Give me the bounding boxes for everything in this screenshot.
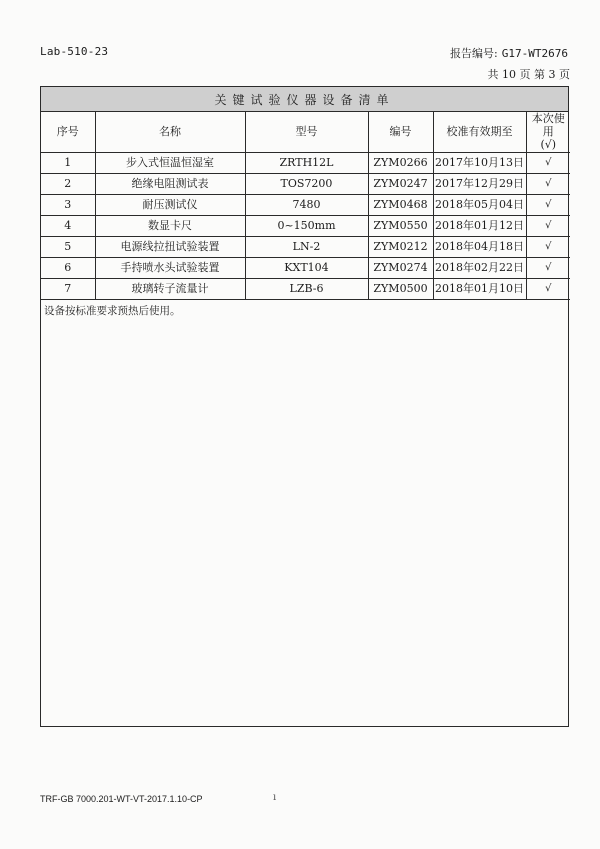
cell-calibration-due: 2018年04月18日: [433, 236, 526, 257]
equipment-list-frame: [40, 86, 569, 727]
cell-no: 2: [41, 173, 95, 194]
table-row: [41, 152, 570, 173]
cell-id: ZYM0468: [368, 194, 433, 215]
cell-calibration-due: 2018年01月10日: [433, 278, 526, 299]
cell-used-check: √: [526, 257, 570, 278]
table-title: 关键试验仪器设备清单: [41, 87, 568, 112]
cell-id: ZYM0212: [368, 236, 433, 257]
cell-used-check: √: [526, 215, 570, 236]
cell-id: ZYM0274: [368, 257, 433, 278]
footer-mark: ı: [273, 792, 277, 803]
cell-id: ZYM0500: [368, 278, 433, 299]
col-header-name: 名称: [95, 112, 245, 152]
table-note: 设备按标准要求预热后使用。: [44, 304, 181, 317]
cell-id: ZYM0266: [368, 152, 433, 173]
cell-name: 步入式恒温恒湿室: [95, 152, 245, 173]
cell-no: 3: [41, 194, 95, 215]
cell-calibration-due: 2017年10月13日: [433, 152, 526, 173]
page-count: 共 10 页 第 3 页: [487, 68, 570, 81]
cell-model: TOS7200: [245, 173, 368, 194]
cell-no: 4: [41, 215, 95, 236]
cell-name: 绝缘电阻测试表: [95, 173, 245, 194]
cell-id: ZYM0550: [368, 215, 433, 236]
cell-name: 玻璃转子流量计: [95, 278, 245, 299]
col-header-calibration-due: 校准有效期至: [433, 112, 526, 152]
col-header-used: [526, 112, 570, 152]
cell-name: 手持喷水头试验装置: [95, 257, 245, 278]
cell-model: LZB-6: [245, 278, 368, 299]
cell-used-check: √: [526, 152, 570, 173]
col-header-model: 型号: [245, 112, 368, 152]
cell-model: 7480: [245, 194, 368, 215]
table-row: [41, 173, 570, 194]
report-number-line: [450, 45, 568, 61]
report-number: G17-WT2676: [501, 47, 568, 60]
cell-no: 5: [41, 236, 95, 257]
col-header-used-mark: (√): [540, 138, 557, 152]
col-header-used-label: 本次使用: [531, 112, 565, 139]
equipment-table: [41, 112, 570, 300]
cell-calibration-due: 2018年02月22日: [433, 257, 526, 278]
cell-model: LN-2: [245, 236, 368, 257]
table-header-row: [41, 112, 570, 152]
lab-code: Lab-510-23: [40, 45, 109, 58]
table-row: [41, 278, 570, 299]
form-code: TRF-GB 7000.201-WT-VT-2017.1.10-CP: [40, 794, 203, 804]
cell-model: KXT104: [245, 257, 368, 278]
cell-name: 数显卡尺: [95, 215, 245, 236]
cell-calibration-due: 2018年01月12日: [433, 215, 526, 236]
cell-no: 6: [41, 257, 95, 278]
cell-name: 电源线拉扭试验装置: [95, 236, 245, 257]
table-row: [41, 257, 570, 278]
cell-model: ZRTH12L: [245, 152, 368, 173]
cell-no: 1: [41, 152, 95, 173]
cell-used-check: √: [526, 236, 570, 257]
cell-id: ZYM0247: [368, 173, 433, 194]
cell-used-check: √: [526, 278, 570, 299]
table-row: [41, 236, 570, 257]
table-row: [41, 215, 570, 236]
cell-used-check: √: [526, 194, 570, 215]
cell-name: 耐压测试仪: [95, 194, 245, 215]
col-header-no: 序号: [41, 112, 95, 152]
col-header-id: 编号: [368, 112, 433, 152]
cell-used-check: √: [526, 173, 570, 194]
report-number-label: 报告编号:: [450, 47, 498, 60]
table-row: [41, 194, 570, 215]
cell-calibration-due: 2018年05月04日: [433, 194, 526, 215]
cell-model: 0~150mm: [245, 215, 368, 236]
cell-no: 7: [41, 278, 95, 299]
cell-calibration-due: 2017年12月29日: [433, 173, 526, 194]
